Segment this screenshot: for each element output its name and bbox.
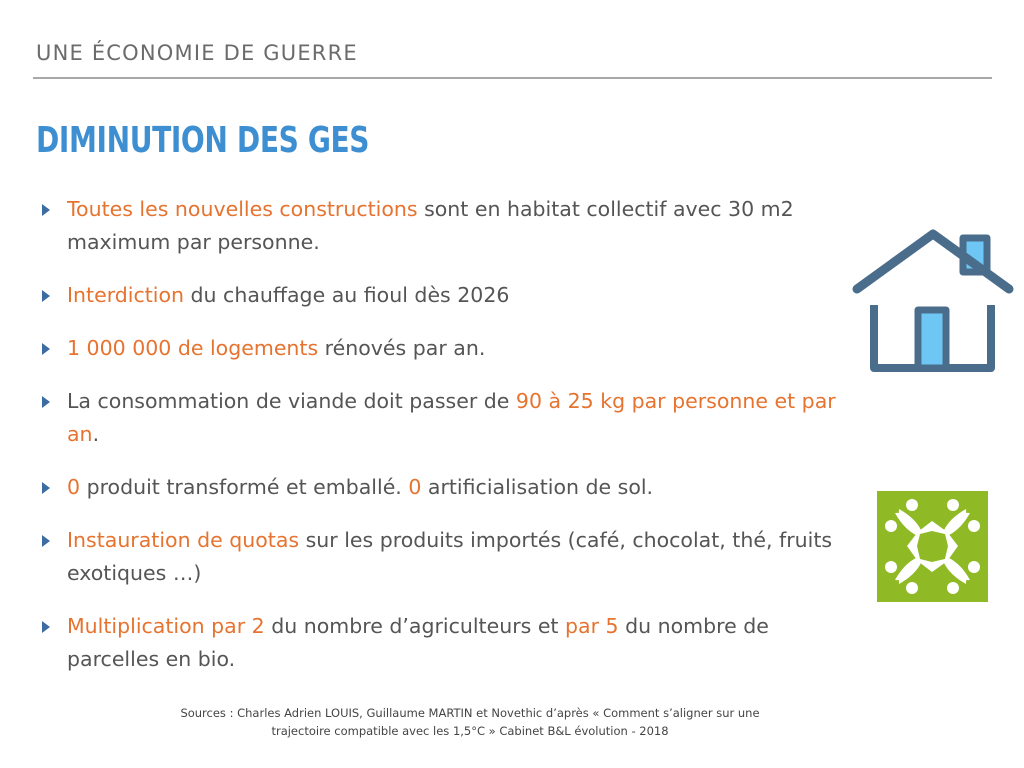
sources-footnote (130, 704, 810, 740)
bullet-text (67, 528, 832, 585)
bullet-arrow-icon (42, 621, 50, 633)
bullet-text (67, 336, 485, 360)
highlight-text: 0 (408, 475, 422, 499)
highlight-text: Instauration de quotas (67, 528, 300, 552)
sources-line-2: trajectoire compatible avec les 1,5°C » Cabinet B&L évolution - 2018 (271, 724, 669, 738)
section-title: UNE ÉCONOMIE DE GUERRE (36, 41, 358, 65)
bullet-item (42, 193, 842, 259)
body-text: sont en habitat collectif avec 30 m2 maximum par personne. (67, 197, 794, 254)
highlight-text: Toutes les nouvelles constructions (67, 197, 418, 221)
bullet-item (42, 332, 842, 365)
body-text: artificialisation de sol. (421, 475, 654, 499)
bullet-list (42, 193, 842, 696)
bullet-text (67, 283, 509, 307)
bullet-arrow-icon (42, 535, 50, 547)
highlight-text: 1 000 000 de logements (67, 336, 319, 360)
body-text: du nombre d’agriculteurs et (264, 614, 565, 638)
highlight-text: 0 (67, 475, 81, 499)
agriculture-logo-icon (877, 491, 988, 602)
body-text: La consommation de viande doit passer de (67, 389, 516, 413)
highlight-text: Interdiction (67, 283, 185, 307)
highlight-text: par 5 (565, 614, 619, 638)
bullet-arrow-icon (42, 343, 50, 355)
bullet-text (67, 614, 769, 671)
bullet-text (67, 197, 794, 254)
highlight-text: Multiplication par 2 (67, 614, 265, 638)
house-icon (852, 228, 1016, 374)
highlight-text: 90 à 25 kg par personne et par an (67, 389, 836, 446)
bullet-arrow-icon (42, 204, 50, 216)
sources-line-1: Sources : Charles Adrien LOUIS, Guillaume MARTIN et Novethic d’après « Comment s’aligner sur une (180, 706, 760, 720)
bullet-item (42, 471, 842, 504)
body-text: rénovés par an. (318, 336, 486, 360)
bullet-text (67, 475, 653, 499)
body-text: du chauffage au fioul dès 2026 (184, 283, 510, 307)
bullet-arrow-icon (42, 482, 50, 494)
bullet-text (67, 389, 836, 446)
bullet-item (42, 610, 842, 676)
bullet-item (42, 385, 842, 451)
body-text: sur les produits importés (café, chocolat, thé, fruits exotiques …) (67, 528, 833, 585)
header-divider (33, 77, 992, 79)
bullet-item (42, 279, 842, 312)
body-text: produit transformé et emballé. (80, 475, 409, 499)
body-text: . (92, 422, 100, 446)
slide-title: DIMINUTION DES GES (36, 120, 370, 161)
bullet-arrow-icon (42, 396, 50, 408)
body-text: du nombre de parcelles en bio. (67, 614, 769, 671)
bullet-item (42, 524, 842, 590)
bullet-arrow-icon (42, 290, 50, 302)
